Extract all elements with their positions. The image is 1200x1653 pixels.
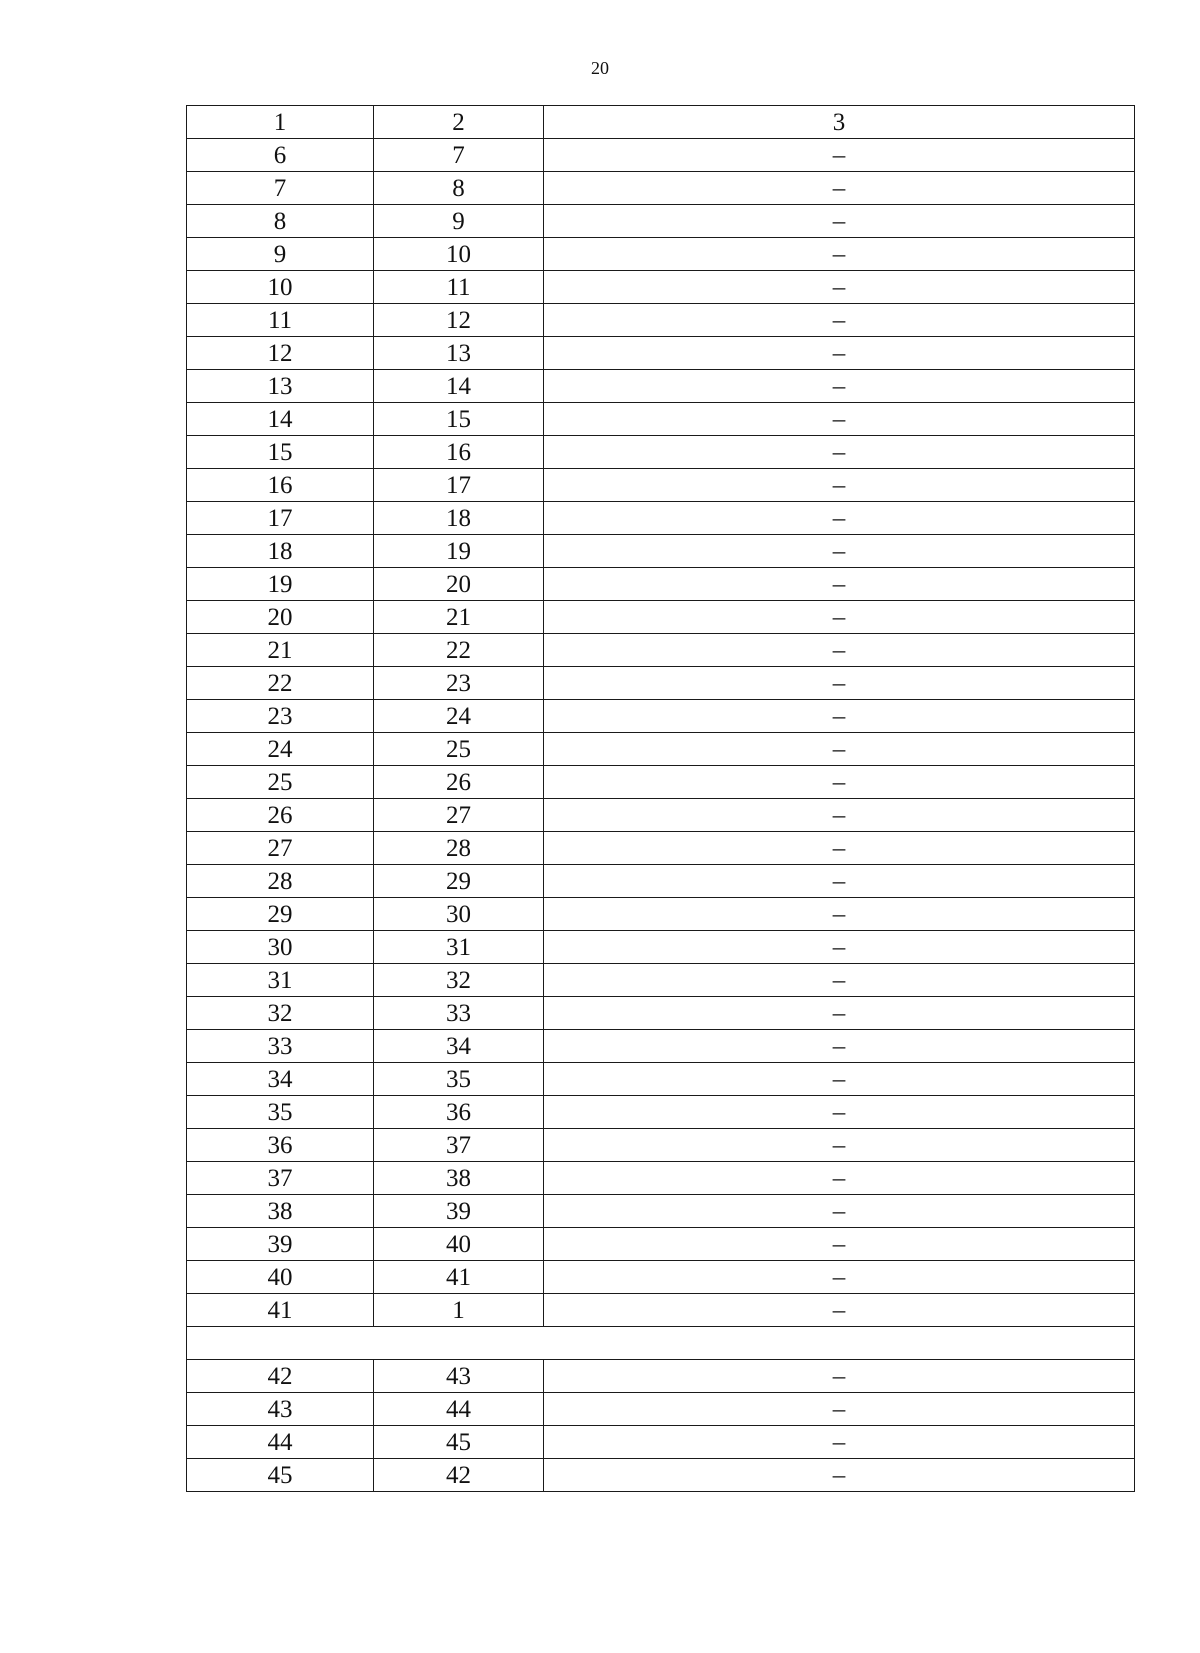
table-row [187,997,1135,1030]
table-cell-col-1: 38 [187,1195,374,1228]
table-cell-col-2: 40 [374,1228,544,1261]
table-row [187,1096,1135,1129]
table-row [187,1129,1135,1162]
table-cell-col-2: 8 [374,172,544,205]
table-cell-col-2: 17 [374,469,544,502]
table-row [187,1063,1135,1096]
table-cell-col-3: – [544,370,1135,403]
table-row [187,271,1135,304]
table-separator-cell [187,1327,1135,1360]
table-cell-col-1: 8 [187,205,374,238]
table-cell-col-1: 40 [187,1261,374,1294]
table-cell-col-2: 11 [374,271,544,304]
table-cell-col-1: 14 [187,403,374,436]
table-cell-col-2: 29 [374,865,544,898]
table-row [187,832,1135,865]
header-cell-2: 2 [374,106,544,139]
table-row [187,1459,1135,1492]
table-row [187,733,1135,766]
table-cell-col-1: 6 [187,139,374,172]
table-cell-col-2: 1 [374,1294,544,1327]
table-cell-col-1: 10 [187,271,374,304]
table-row [187,1426,1135,1459]
table-cell-col-1: 30 [187,931,374,964]
table-cell-col-3: – [544,1030,1135,1063]
table-cell-col-3: – [544,601,1135,634]
table-cell-col-1: 33 [187,1030,374,1063]
table-row [187,964,1135,997]
table-cell-col-3: – [544,931,1135,964]
table-row [187,1360,1135,1393]
table-row [187,1162,1135,1195]
table-row [187,436,1135,469]
table-cell-col-2: 36 [374,1096,544,1129]
table-cell-col-2: 42 [374,1459,544,1492]
table-cell-col-3: – [544,469,1135,502]
table-cell-col-3: – [544,1459,1135,1492]
table-row [187,667,1135,700]
table-cell-col-3: – [544,1096,1135,1129]
table-cell-col-1: 12 [187,337,374,370]
table-cell-col-3: – [544,1162,1135,1195]
table-cell-col-1: 27 [187,832,374,865]
table-cell-col-1: 31 [187,964,374,997]
table-cell-col-3: – [544,1294,1135,1327]
table-cell-col-2: 25 [374,733,544,766]
table-row [187,1294,1135,1327]
table-row [187,634,1135,667]
table-cell-col-1: 22 [187,667,374,700]
table-cell-col-2: 9 [374,205,544,238]
table-cell-col-3: – [544,238,1135,271]
table-row [187,1261,1135,1294]
table-row [187,205,1135,238]
table-cell-col-3: – [544,1360,1135,1393]
table-cell-col-2: 30 [374,898,544,931]
table-cell-col-2: 13 [374,337,544,370]
table-cell-col-1: 11 [187,304,374,337]
table-cell-col-1: 7 [187,172,374,205]
table-row [187,1195,1135,1228]
table-cell-col-1: 34 [187,1063,374,1096]
table-cell-col-2: 24 [374,700,544,733]
table-cell-col-2: 38 [374,1162,544,1195]
table-cell-col-3: – [544,898,1135,931]
table-cell-col-2: 7 [374,139,544,172]
table-cell-col-3: – [544,403,1135,436]
table-cell-col-1: 42 [187,1360,374,1393]
table-cell-col-1: 9 [187,238,374,271]
table-header-row [187,106,1135,139]
table-cell-col-1: 13 [187,370,374,403]
header-cell-3: 3 [544,106,1135,139]
table-cell-col-1: 23 [187,700,374,733]
table-cell-col-3: – [544,139,1135,172]
header-cell-1: 1 [187,106,374,139]
table-cell-col-2: 23 [374,667,544,700]
table-cell-col-3: – [544,964,1135,997]
table-row [187,502,1135,535]
table-cell-col-2: 34 [374,1030,544,1063]
table-cell-col-3: – [544,832,1135,865]
table-cell-col-3: – [544,766,1135,799]
table-cell-col-2: 16 [374,436,544,469]
table-cell-col-1: 15 [187,436,374,469]
table-cell-col-1: 16 [187,469,374,502]
table-cell-col-3: – [544,733,1135,766]
table-row [187,1030,1135,1063]
table-cell-col-1: 43 [187,1393,374,1426]
table-cell-col-3: – [544,205,1135,238]
table-row [187,403,1135,436]
table-cell-col-2: 28 [374,832,544,865]
table-row [187,238,1135,271]
table-cell-col-2: 32 [374,964,544,997]
table-row [187,898,1135,931]
table-cell-col-1: 25 [187,766,374,799]
table-row [187,469,1135,502]
table-cell-col-1: 17 [187,502,374,535]
table-cell-col-1: 28 [187,865,374,898]
table-row [187,139,1135,172]
table-cell-col-3: – [544,634,1135,667]
table-cell-col-2: 10 [374,238,544,271]
table-cell-col-1: 32 [187,997,374,1030]
table-cell-col-1: 19 [187,568,374,601]
table-cell-col-1: 39 [187,1228,374,1261]
table-cell-col-2: 15 [374,403,544,436]
table-cell-col-3: – [544,799,1135,832]
table-cell-col-2: 19 [374,535,544,568]
data-table [186,105,1135,1492]
table-row [187,370,1135,403]
table-row [187,601,1135,634]
table-cell-col-1: 18 [187,535,374,568]
table-row [187,1393,1135,1426]
table-cell-col-2: 21 [374,601,544,634]
table-cell-col-2: 43 [374,1360,544,1393]
table-cell-col-3: – [544,997,1135,1030]
table-row [187,931,1135,964]
table-cell-col-1: 36 [187,1129,374,1162]
table-cell-col-2: 33 [374,997,544,1030]
table-cell-col-3: – [544,568,1135,601]
table-cell-col-1: 35 [187,1096,374,1129]
table-cell-col-1: 45 [187,1459,374,1492]
table-cell-col-1: 37 [187,1162,374,1195]
table-cell-col-2: 27 [374,799,544,832]
table-cell-col-1: 26 [187,799,374,832]
table-cell-col-3: – [544,535,1135,568]
table-cell-col-2: 20 [374,568,544,601]
table-cell-col-3: – [544,1129,1135,1162]
table-cell-col-2: 12 [374,304,544,337]
table-cell-col-2: 35 [374,1063,544,1096]
table-cell-col-2: 26 [374,766,544,799]
table-cell-col-3: – [544,304,1135,337]
table-row [187,766,1135,799]
table-cell-col-3: – [544,436,1135,469]
table-cell-col-1: 24 [187,733,374,766]
table-separator-row [187,1327,1135,1360]
table-cell-col-2: 31 [374,931,544,964]
table-cell-col-3: – [544,667,1135,700]
table-cell-col-1: 29 [187,898,374,931]
table-row [187,568,1135,601]
table-cell-col-3: – [544,700,1135,733]
table-cell-col-2: 18 [374,502,544,535]
table-row [187,700,1135,733]
table-cell-col-2: 14 [374,370,544,403]
table-cell-col-3: – [544,502,1135,535]
table-row [187,865,1135,898]
table-cell-col-3: – [544,172,1135,205]
table-cell-col-3: – [544,1393,1135,1426]
table-cell-col-2: 44 [374,1393,544,1426]
table-cell-col-1: 20 [187,601,374,634]
table-cell-col-3: – [544,1195,1135,1228]
table-row [187,535,1135,568]
table-row [187,1228,1135,1261]
table-row [187,304,1135,337]
table-row [187,172,1135,205]
table-cell-col-3: – [544,271,1135,304]
table-cell-col-3: – [544,1426,1135,1459]
table-cell-col-3: – [544,1228,1135,1261]
table-cell-col-2: 41 [374,1261,544,1294]
table-cell-col-3: – [544,1063,1135,1096]
table-cell-col-3: – [544,865,1135,898]
table-cell-col-1: 44 [187,1426,374,1459]
table-cell-col-3: – [544,1261,1135,1294]
table-cell-col-2: 45 [374,1426,544,1459]
table-row [187,799,1135,832]
table-cell-col-2: 22 [374,634,544,667]
table-cell-col-1: 21 [187,634,374,667]
table-row [187,337,1135,370]
table-cell-col-1: 41 [187,1294,374,1327]
table-body [187,106,1135,1492]
page-number: 20 [591,58,609,78]
table-cell-col-3: – [544,337,1135,370]
table-cell-col-2: 37 [374,1129,544,1162]
table-cell-col-2: 39 [374,1195,544,1228]
